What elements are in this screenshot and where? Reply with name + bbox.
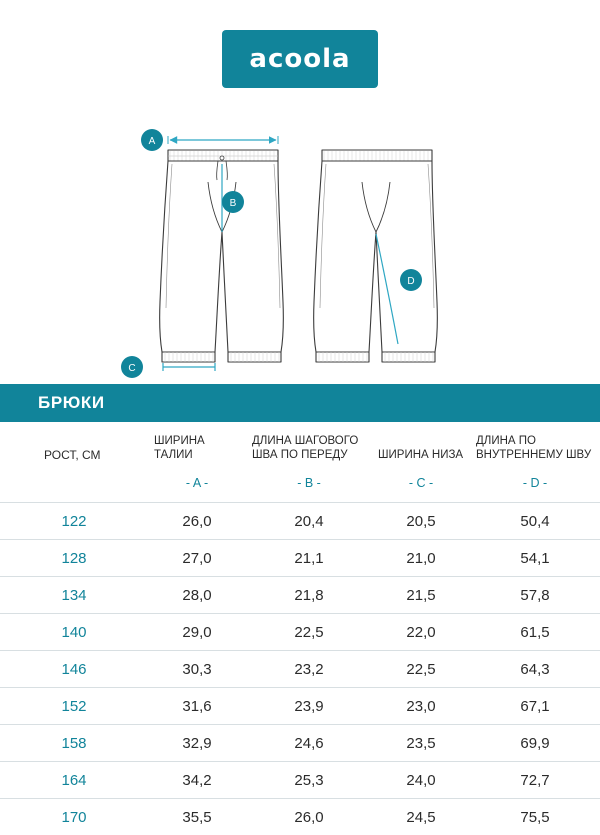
cell-a: 32,9 xyxy=(148,725,246,762)
table-row xyxy=(0,577,600,614)
letter-d: - D - xyxy=(470,470,600,503)
callout-a-label: A xyxy=(149,136,156,147)
cell-size: 158 xyxy=(0,725,148,762)
letter-b: - B - xyxy=(246,470,372,503)
callout-b-label: B xyxy=(230,198,237,209)
cell-a: 34,2 xyxy=(148,762,246,799)
table-row xyxy=(0,614,600,651)
cell-a: 28,0 xyxy=(148,577,246,614)
cell-b: 23,9 xyxy=(246,688,372,725)
header-front-inseam: ДЛИНА ШАГОВОГО ШВА ПО ПЕРЕДУ xyxy=(246,422,372,470)
cell-b: 24,6 xyxy=(246,725,372,762)
table-row xyxy=(0,799,600,835)
cell-size: 140 xyxy=(0,614,148,651)
cell-b: 22,5 xyxy=(246,614,372,651)
callout-c-label: C xyxy=(128,363,135,374)
header-inner-seam: ДЛИНА ПО ВНУТРЕННЕМУ ШВУ xyxy=(470,422,600,470)
cell-b: 23,2 xyxy=(246,651,372,688)
cell-a: 31,6 xyxy=(148,688,246,725)
cell-b: 21,8 xyxy=(246,577,372,614)
cell-d: 57,8 xyxy=(470,577,600,614)
cell-c: 22,0 xyxy=(372,614,470,651)
cell-a: 26,0 xyxy=(148,503,246,540)
cell-d: 61,5 xyxy=(470,614,600,651)
logo-text: acoola xyxy=(249,44,350,74)
section-title: БРЮКИ xyxy=(38,393,105,413)
pants-illustration xyxy=(0,112,600,380)
table-header-row xyxy=(0,422,600,470)
cell-size: 170 xyxy=(0,799,148,835)
cell-size: 122 xyxy=(0,503,148,540)
cell-size: 134 xyxy=(0,577,148,614)
cell-c: 24,5 xyxy=(372,799,470,835)
cell-c: 20,5 xyxy=(372,503,470,540)
cell-d: 67,1 xyxy=(470,688,600,725)
cell-size: 128 xyxy=(0,540,148,577)
table-row xyxy=(0,725,600,762)
cell-a: 29,0 xyxy=(148,614,246,651)
cell-a: 35,5 xyxy=(148,799,246,835)
cell-d: 54,1 xyxy=(470,540,600,577)
cell-d: 75,5 xyxy=(470,799,600,835)
cell-c: 24,0 xyxy=(372,762,470,799)
table-letters-row xyxy=(0,470,600,503)
callout-d-label: D xyxy=(407,276,414,287)
cell-b: 21,1 xyxy=(246,540,372,577)
header-waist-width: ШИРИНА ТАЛИИ xyxy=(148,422,246,470)
table-row xyxy=(0,651,600,688)
cell-c: 22,5 xyxy=(372,651,470,688)
table-row xyxy=(0,762,600,799)
cell-d: 72,7 xyxy=(470,762,600,799)
cell-c: 21,5 xyxy=(372,577,470,614)
cell-size: 152 xyxy=(0,688,148,725)
logo-badge xyxy=(222,30,378,88)
cell-c: 23,5 xyxy=(372,725,470,762)
cell-c: 21,0 xyxy=(372,540,470,577)
cell-a: 27,0 xyxy=(148,540,246,577)
cell-b: 20,4 xyxy=(246,503,372,540)
header-hem-width: ШИРИНА НИЗА xyxy=(372,422,470,470)
header-height: РОСТ, СМ xyxy=(0,422,148,470)
size-table xyxy=(0,422,600,835)
cell-c: 23,0 xyxy=(372,688,470,725)
cell-d: 50,4 xyxy=(470,503,600,540)
letter-c: - C - xyxy=(372,470,470,503)
cell-a: 30,3 xyxy=(148,651,246,688)
table-row xyxy=(0,688,600,725)
cell-b: 25,3 xyxy=(246,762,372,799)
cell-size: 146 xyxy=(0,651,148,688)
cell-d: 64,3 xyxy=(470,651,600,688)
cell-d: 69,9 xyxy=(470,725,600,762)
table-row xyxy=(0,540,600,577)
letter-a: - A - xyxy=(148,470,246,503)
brand-logo xyxy=(0,30,600,88)
letter-blank xyxy=(0,470,148,503)
cell-size: 164 xyxy=(0,762,148,799)
cell-b: 26,0 xyxy=(246,799,372,835)
table-row xyxy=(0,503,600,540)
section-title-bar xyxy=(0,384,600,422)
